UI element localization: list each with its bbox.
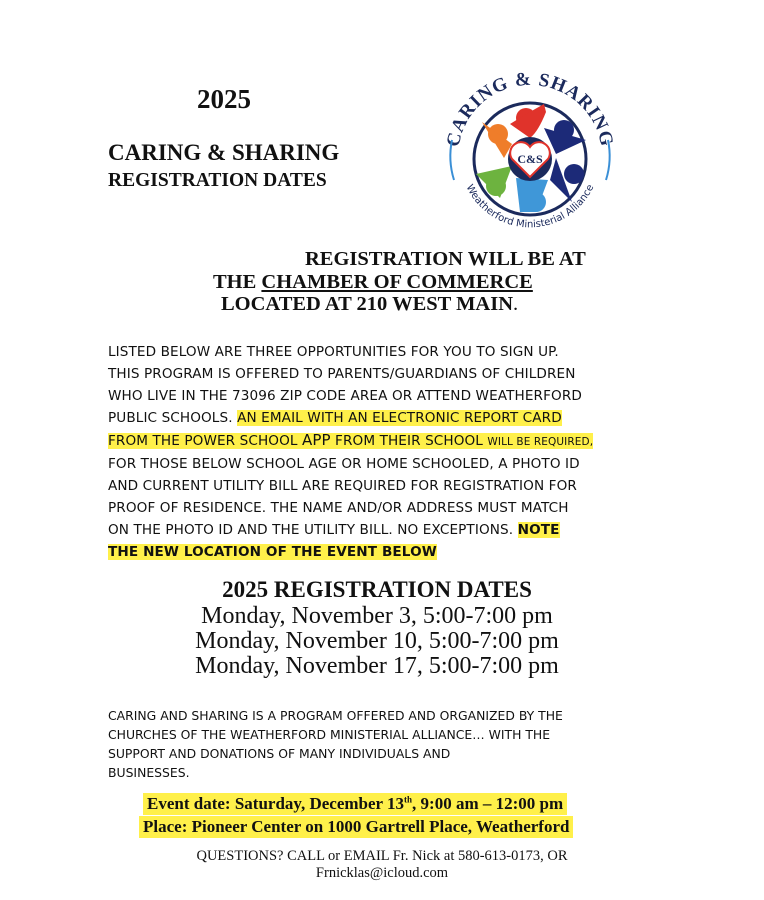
highlighted-text: NOTE [517,522,560,538]
subtitle-heading: REGISTRATION DATES [108,170,327,191]
info-line [108,429,593,453]
year-heading: 2025 [197,84,251,114]
date-item: Monday, November 3, 5:00-7:00 pm [201,603,553,629]
info-line: FOR THOSE BELOW SCHOOL AGE OR HOME SCHOOLED, A PHOTO ID [108,456,580,472]
date-item: Monday, November 17, 5:00-7:00 pm [195,653,559,679]
info-paragraph [108,341,593,563]
about-line: CHURCHES OF THE WEATHERFORD MINISTERIAL ALLIANCE… WITH THE [108,727,551,742]
svg-text:C&S: C&S [517,152,543,166]
caring-sharing-logo [440,62,620,247]
about-paragraph [108,706,563,782]
location-line-2: THE CHAMBER OF COMMERCE [213,271,533,293]
title-heading: CARING & SHARING [108,140,340,165]
info-line: AND CURRENT UTILITY BILL ARE REQUIRED FOR REGISTRATION FOR [108,478,577,494]
contact-email[interactable]: Frnicklas@icloud.com [315,865,449,881]
date-item: Monday, November 10, 5:00-7:00 pm [195,628,559,654]
info-line: PROOF OF RESIDENCE. THE NAME AND/OR ADDRESS MUST MATCH [108,500,569,516]
info-line: ON THE PHOTO ID AND THE UTILITY BILL. NO EXCEPTIONS. NOTE [108,522,560,538]
highlighted-text: FROM THE POWER SCHOOL APP FROM THEIR SCHOOL WILL BE REQUIRED, [108,431,594,449]
location-line-3: LOCATED AT 210 WEST MAIN. [221,293,519,315]
contact-line: QUESTIONS? CALL or EMAIL Fr. Nick at 580-613-0173, OR [196,848,568,864]
highlighted-text: AN EMAIL WITH AN ELECTRONIC REPORT CARD [237,410,562,426]
info-line: THIS PROGRAM IS OFFERED TO PARENTS/GUARDIANS OF CHILDREN [108,366,576,382]
about-line: SUPPORT AND DONATIONS OF MANY INDIVIDUALS AND [108,746,451,761]
event-place: Place: Pioneer Center on 1000 Gartrell Place, Weatherford [139,816,573,838]
info-line: LISTED BELOW ARE THREE OPPORTUNITIES FOR YOU TO SIGN UP. [108,344,559,360]
svg-text:Weatherford Ministerial Allian: Weatherford Ministerial Alliance [463,182,597,231]
dates-heading: 2025 REGISTRATION DATES [222,577,532,602]
svg-text:CARING & SHARING: CARING & SHARING [442,68,618,149]
info-line: WHO LIVE IN THE 73096 ZIP CODE AREA OR ATTEND WEATHERFORD [108,388,582,404]
about-line: CARING AND SHARING IS A PROGRAM OFFERED AND ORGANIZED BY THE [108,708,563,723]
info-line: PUBLIC SCHOOLS. AN EMAIL WITH AN ELECTRONIC REPORT CARD [108,410,562,426]
highlighted-text: THE NEW LOCATION OF THE EVENT BELOW [108,544,437,560]
location-line-1: REGISTRATION WILL BE AT [305,248,586,270]
chamber-of-commerce-text: CHAMBER OF COMMERCE [261,271,533,293]
about-line: BUSINESSES. [108,765,190,780]
info-line [108,541,593,563]
event-date: Event date: Saturday, December 13th, 9:00 am – 12:00 pm [143,793,567,815]
